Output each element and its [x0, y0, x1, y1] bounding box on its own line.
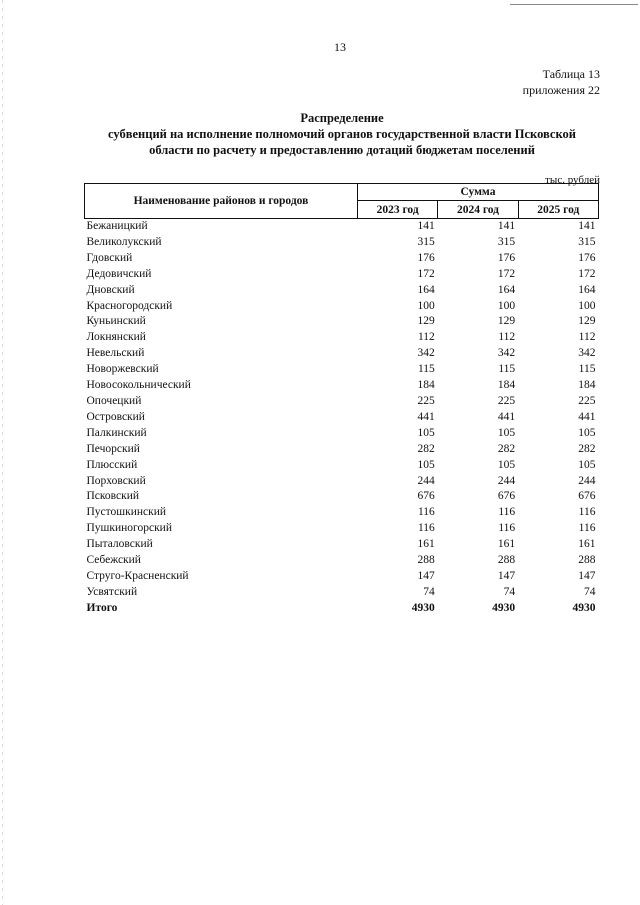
amount-cell: 315: [578, 235, 596, 248]
amount-cell: 116: [578, 506, 596, 519]
table-row: [85, 394, 599, 410]
district-name: Новосокольнический: [86, 379, 191, 392]
distribution-table: [84, 183, 599, 617]
amount-cell: 129: [497, 315, 516, 328]
district-name: Новоржевский: [86, 363, 159, 376]
amount-cell: 315: [417, 235, 435, 248]
district-name: Усвятский: [86, 585, 138, 598]
amount-cell: 100: [497, 299, 516, 312]
amount-cell: 74: [423, 585, 435, 598]
amount-cell: 112: [578, 331, 596, 344]
amount-cell: 676: [417, 490, 435, 503]
amount-cell: 676: [497, 490, 516, 503]
district-name: Опочецкий: [86, 394, 142, 407]
amount-cell: 164: [417, 283, 435, 296]
table-row: [85, 267, 599, 283]
table-row: [85, 314, 599, 330]
amount-cell: 176: [417, 251, 435, 264]
amount-cell: 315: [497, 235, 516, 248]
units-label: тыс. рублей: [545, 174, 600, 186]
district-name: Великолукский: [86, 235, 162, 248]
amount-cell: 288: [497, 554, 516, 567]
amount-cell: 112: [417, 331, 435, 344]
table-row: [85, 219, 599, 235]
district-name: Локнянский: [86, 331, 146, 344]
table-row: [85, 378, 599, 394]
table-row: [85, 283, 599, 299]
amount-cell: 676: [578, 490, 596, 503]
district-name: Дновский: [86, 283, 135, 296]
amount-cell: 141: [578, 220, 596, 232]
table-row: [85, 458, 599, 474]
table-row: [85, 299, 599, 315]
district-name: Струго-Красненский: [86, 569, 189, 582]
amount-cell: 288: [578, 554, 596, 567]
district-name: Бежаницкий: [86, 220, 148, 232]
district-name: Дедовичский: [86, 267, 152, 280]
table-row: [85, 426, 599, 442]
table-row: [85, 521, 599, 537]
amount-cell: 172: [497, 267, 516, 280]
total-label: Итого: [86, 601, 118, 614]
table-row: [85, 474, 599, 490]
amount-cell: 164: [497, 283, 516, 296]
amount-cell: 342: [497, 347, 516, 360]
amount-cell: 115: [578, 363, 596, 376]
amount-cell: 115: [417, 363, 435, 376]
amount-cell: 112: [498, 331, 516, 344]
amount-cell: 282: [417, 442, 435, 455]
amount-cell: 164: [578, 283, 596, 296]
amount-cell: 184: [497, 379, 516, 392]
amount-cell: 74: [584, 585, 596, 598]
header-year: 2023 год: [357, 201, 437, 219]
amount-cell: 184: [578, 379, 596, 392]
district-name: Себежский: [86, 554, 141, 567]
amount-cell: 225: [497, 394, 516, 407]
amount-cell: 244: [578, 474, 596, 487]
table-row: [85, 537, 599, 553]
amount-cell: 147: [497, 569, 516, 582]
district-name: Красногородский: [86, 299, 173, 312]
district-name: Печорский: [86, 442, 140, 455]
title-line: Распределение: [300, 111, 384, 125]
table-row: [85, 330, 599, 346]
amount-cell: 225: [417, 394, 435, 407]
table-row: [85, 346, 599, 362]
amount-cell: 161: [497, 538, 516, 551]
table-row: [85, 235, 599, 251]
header-year: 2024 год: [438, 201, 518, 219]
table-row: [85, 585, 599, 601]
amount-cell: 176: [497, 251, 516, 264]
amount-cell: 100: [578, 299, 596, 312]
table-row: [85, 505, 599, 521]
amount-cell: 342: [578, 347, 596, 360]
header-year: 2025 год: [518, 201, 598, 219]
table-row: [85, 410, 599, 426]
amount-cell: 441: [578, 410, 596, 423]
table-row: [85, 553, 599, 569]
amount-cell: 129: [578, 315, 596, 328]
title-line: субвенций на исполнение полномочий органов государственной власти Псковской: [108, 127, 576, 141]
amount-cell: 441: [497, 410, 516, 423]
amount-cell: 100: [417, 299, 435, 312]
amount-cell: 342: [417, 347, 435, 360]
total-value: 4930: [492, 601, 516, 614]
amount-cell: 172: [417, 267, 435, 280]
amount-cell: 129: [417, 315, 435, 328]
document-title: [78, 110, 606, 158]
district-name: Куньинский: [86, 315, 146, 328]
amount-cell: 147: [417, 569, 435, 582]
amount-cell: 105: [578, 426, 596, 439]
total-value: 4930: [572, 601, 596, 614]
amount-cell: 441: [417, 410, 435, 423]
title-line: области по расчету и предоставлению дотаций бюджетам поселений: [149, 143, 535, 157]
district-name: Плюсский: [86, 458, 138, 471]
amount-cell: 105: [417, 458, 435, 471]
table-reference: [523, 66, 600, 98]
district-name: Псковский: [86, 490, 140, 503]
amount-cell: 288: [417, 554, 435, 567]
amount-cell: 161: [417, 538, 435, 551]
amount-cell: 225: [578, 394, 596, 407]
district-name: Пушкиногорский: [86, 522, 172, 535]
amount-cell: 105: [578, 458, 596, 471]
amount-cell: 105: [497, 458, 516, 471]
district-name: Палкинский: [86, 426, 147, 439]
amount-cell: 244: [497, 474, 516, 487]
amount-cell: 116: [578, 522, 596, 535]
table-total-row: [85, 601, 599, 617]
amount-cell: 105: [417, 426, 435, 439]
district-name: Гдовский: [86, 251, 133, 264]
table-row: [85, 489, 599, 505]
table-row: [85, 569, 599, 585]
amount-cell: 282: [578, 442, 596, 455]
amount-cell: 115: [498, 363, 516, 376]
table-row: [85, 442, 599, 458]
district-name: Островский: [86, 410, 145, 423]
amount-cell: 74: [503, 585, 516, 598]
table-reference-line: приложения 22: [522, 83, 600, 97]
header-sum: Сумма: [357, 184, 598, 201]
amount-cell: 244: [417, 474, 435, 487]
page-number: 13: [334, 40, 346, 54]
amount-cell: 184: [417, 379, 435, 392]
amount-cell: 141: [497, 220, 516, 232]
amount-cell: 161: [578, 538, 596, 551]
amount-cell: 116: [417, 506, 435, 519]
amount-cell: 116: [417, 522, 435, 535]
scan-mark: [510, 4, 638, 5]
scan-edge: [2, 0, 3, 905]
amount-cell: 116: [498, 506, 516, 519]
table-row: [85, 251, 599, 267]
header-name: Наименование районов и городов: [85, 184, 358, 219]
amount-cell: 176: [578, 251, 596, 264]
amount-cell: 105: [497, 426, 516, 439]
table-reference-line: Таблица 13: [542, 67, 600, 81]
amount-cell: 172: [578, 267, 596, 280]
amount-cell: 141: [417, 220, 435, 232]
district-name: Порховский: [86, 474, 146, 487]
district-name: Пустошкинский: [86, 506, 167, 519]
district-name: Пыталовский: [86, 538, 153, 551]
amount-cell: 147: [578, 569, 596, 582]
total-value: 4930: [411, 601, 435, 614]
amount-cell: 282: [497, 442, 516, 455]
amount-cell: 116: [498, 522, 516, 535]
district-name: Невельский: [86, 347, 145, 360]
table-row: [85, 362, 599, 378]
